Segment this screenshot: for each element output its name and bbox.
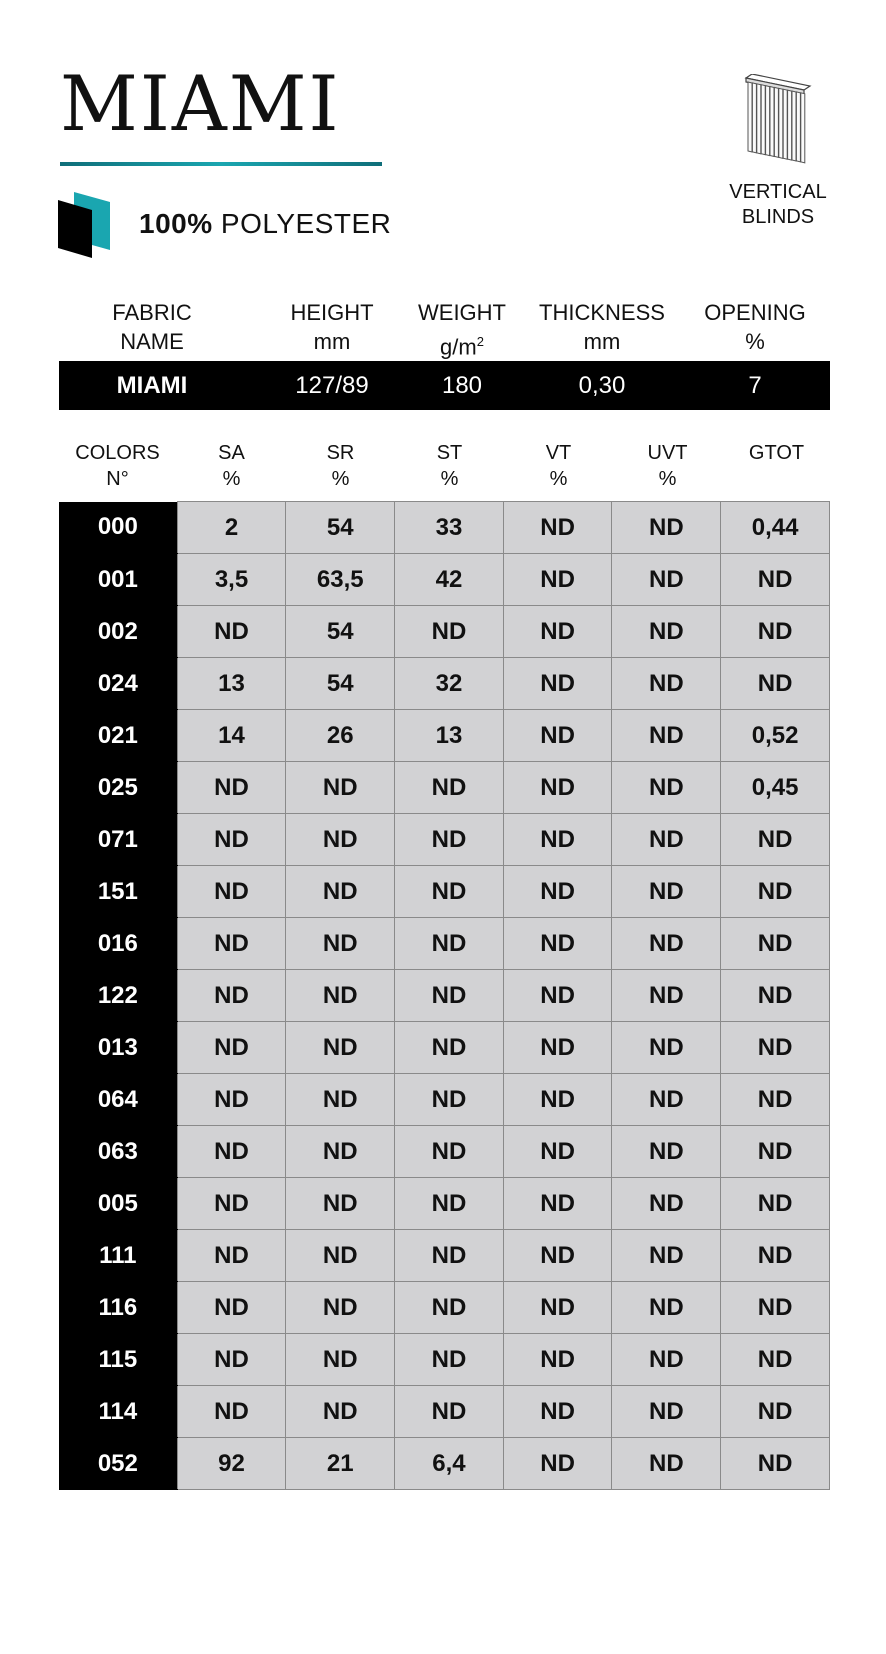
header-sa [177,440,286,492]
color-code-cell: 063 [59,1126,177,1178]
material-percent: 100% [139,208,213,239]
sr-cell: ND [286,866,395,918]
gtot-cell: ND [721,1022,830,1074]
table-row [59,970,830,1022]
header-line: % [549,468,568,490]
gtot-cell: ND [721,970,830,1022]
header-height [276,298,388,356]
vertical-blinds-icon [744,74,812,164]
blind-slat [788,90,792,160]
uvt-cell: ND [612,502,721,554]
header-vt [504,440,613,492]
sa-cell: 2 [177,502,286,554]
header-line: % [222,468,241,490]
header-gtot [722,440,831,466]
table-row [59,1178,830,1230]
color-code-cell: 122 [59,970,177,1022]
blind-slat [779,88,783,158]
table-row [59,1438,830,1490]
color-code-cell: 116 [59,1282,177,1334]
material-name: POLYESTER [220,208,392,239]
fabric-data-row [59,361,830,410]
header-line: THICKNESS [539,300,665,325]
blind-slat [774,87,778,157]
sa-cell: ND [177,1386,286,1438]
st-cell: ND [395,1386,504,1438]
vt-cell: ND [503,1334,612,1386]
table-row [59,814,830,866]
opening-value: 7 [748,372,762,399]
sa-cell: 92 [177,1438,286,1490]
gtot-cell: ND [721,1126,830,1178]
table-row [59,710,830,762]
color-code-cell: 111 [59,1230,177,1282]
blind-slat [770,87,774,157]
vt-cell: ND [503,710,612,762]
sr-cell: ND [286,1230,395,1282]
header-uvt [613,440,722,492]
gtot-cell: ND [721,1074,830,1126]
sa-cell: 3,5 [177,554,286,606]
vt-cell: ND [503,918,612,970]
uvt-cell: ND [612,710,721,762]
st-cell: 33 [395,502,504,554]
blind-slat [757,84,761,154]
blind-slat [792,91,796,161]
weight-value: 180 [441,372,483,399]
sr-cell: ND [286,1178,395,1230]
header-line: % [440,468,459,490]
header-line: WEIGHT [418,300,506,325]
vt-cell: ND [503,658,612,710]
uvt-cell: ND [612,606,721,658]
color-code-cell: 151 [59,866,177,918]
st-cell: ND [395,866,504,918]
sa-cell: ND [177,918,286,970]
st-cell: ND [395,1230,504,1282]
vt-cell: ND [503,814,612,866]
blind-slat [783,89,787,159]
st-cell: ND [395,1074,504,1126]
uvt-cell: ND [612,1334,721,1386]
vt-cell: ND [503,1230,612,1282]
vt-cell: ND [503,606,612,658]
fabric-layers-icon [58,192,110,258]
sa-cell: ND [177,814,286,866]
header-line: UVT [647,442,688,464]
st-cell: ND [395,1334,504,1386]
blind-slat [761,85,765,155]
gtot-cell: ND [721,658,830,710]
vt-cell: ND [503,502,612,554]
thickness-value: 0,30 [578,372,626,399]
uvt-cell: ND [612,1438,721,1490]
header-line: SA [218,442,245,464]
header-weight [412,298,512,361]
sa-cell: 13 [177,658,286,710]
uvt-cell: ND [612,1386,721,1438]
blind-slat [766,86,770,156]
header-line: FABRIC [112,300,192,325]
uvt-cell: ND [612,554,721,606]
color-code-cell: 052 [59,1438,177,1490]
header-colors [63,440,172,492]
header-line: HEIGHT [290,300,374,325]
color-code-cell: 115 [59,1334,177,1386]
table-row [59,1022,830,1074]
blind-slat [752,83,756,153]
color-code-cell: 016 [59,918,177,970]
gtot-cell: ND [721,866,830,918]
gtot-cell: ND [721,814,830,866]
sr-cell: ND [286,762,395,814]
vt-cell: ND [503,762,612,814]
colors-table [59,501,830,1490]
sr-cell: 26 [286,710,395,762]
st-cell: ND [395,762,504,814]
sa-cell: 14 [177,710,286,762]
uvt-cell: ND [612,1178,721,1230]
table-row [59,1282,830,1334]
sa-cell: ND [177,1230,286,1282]
color-code-cell: 002 [59,606,177,658]
st-cell: ND [395,970,504,1022]
st-cell: ND [395,918,504,970]
height-value: 127/89 [295,372,369,399]
sa-cell: ND [177,866,286,918]
product-type-line1: VERTICAL [729,181,827,203]
sa-cell: ND [177,1022,286,1074]
sr-cell: ND [286,1334,395,1386]
sa-cell: ND [177,1178,286,1230]
st-cell: ND [395,1178,504,1230]
gtot-cell: ND [721,918,830,970]
color-code-cell: 005 [59,1178,177,1230]
product-type-line2: BLINDS [741,206,815,228]
table-row [59,606,830,658]
header-st [395,440,504,492]
vt-cell: ND [503,970,612,1022]
header-opening [694,298,816,356]
sa-cell: ND [177,1282,286,1334]
sa-cell: ND [177,1334,286,1386]
gtot-cell: 0,52 [721,710,830,762]
sr-cell: ND [286,814,395,866]
header-line: COLORS [75,442,160,464]
uvt-cell: ND [612,1282,721,1334]
sa-cell: ND [177,970,286,1022]
sa-cell: ND [177,762,286,814]
sr-cell: ND [286,1282,395,1334]
fabric-table-header [60,298,830,360]
vt-cell: ND [503,1022,612,1074]
weight-unit: g/m [440,334,477,360]
vt-cell: ND [503,1282,612,1334]
color-code-cell: 025 [59,762,177,814]
gtot-cell: ND [721,1230,830,1282]
color-code-cell: 071 [59,814,177,866]
table-row [59,1126,830,1178]
sr-cell: 54 [286,658,395,710]
color-code-cell: 021 [59,710,177,762]
header-line: N° [106,468,129,490]
color-code-cell: 000 [59,502,177,554]
uvt-cell: ND [612,1074,721,1126]
colors-table-body [59,502,830,1490]
uvt-cell: ND [612,970,721,1022]
blind-slat [801,93,805,163]
vt-cell: ND [503,866,612,918]
header-line [412,327,512,361]
gtot-cell: ND [721,1334,830,1386]
colors-table-header [59,440,830,496]
sr-cell: ND [286,1074,395,1126]
product-type-label [716,180,840,230]
table-row [59,918,830,970]
st-cell: ND [395,1282,504,1334]
gtot-cell: 0,44 [721,502,830,554]
header-fabric-name [96,298,208,356]
weight-unit-exponent: 2 [476,334,484,349]
table-row [59,762,830,814]
vt-cell: ND [503,1438,612,1490]
header-line: % [745,329,765,354]
uvt-cell: ND [612,1126,721,1178]
st-cell: 32 [395,658,504,710]
table-row [59,1334,830,1386]
uvt-cell: ND [612,866,721,918]
st-cell: ND [395,814,504,866]
uvt-cell: ND [612,814,721,866]
fabric-name-value: MIAMI [116,372,188,399]
uvt-cell: ND [612,762,721,814]
header-thickness [530,298,674,356]
table-row [59,502,830,554]
gtot-cell: 0,45 [721,762,830,814]
table-row [59,1386,830,1438]
color-code-cell: 001 [59,554,177,606]
sr-cell: 63,5 [286,554,395,606]
header-line: SR [326,442,355,464]
table-row [59,1074,830,1126]
uvt-cell: ND [612,1230,721,1282]
vt-cell: ND [503,1178,612,1230]
blind-slat [748,82,752,152]
sr-cell: ND [286,1386,395,1438]
header-line: mm [583,329,621,354]
vt-cell: ND [503,1126,612,1178]
material-composition [139,208,391,240]
page-title: MIAMI [60,59,341,148]
title-underline [60,162,382,166]
vt-cell: ND [503,554,612,606]
table-row [59,866,830,918]
sa-cell: ND [177,1074,286,1126]
gtot-cell: ND [721,554,830,606]
st-cell: ND [395,606,504,658]
header-line: VT [545,442,572,464]
color-code-cell: 064 [59,1074,177,1126]
gtot-cell: ND [721,1282,830,1334]
header-sr [286,440,395,492]
table-row [59,1230,830,1282]
st-cell: 6,4 [395,1438,504,1490]
st-cell: ND [395,1022,504,1074]
header-line: OPENING [704,300,806,325]
blind-slat [796,92,800,162]
sr-cell: 21 [286,1438,395,1490]
gtot-cell: ND [721,606,830,658]
sr-cell: ND [286,918,395,970]
sr-cell: 54 [286,502,395,554]
st-cell: 42 [395,554,504,606]
uvt-cell: ND [612,658,721,710]
table-row [59,658,830,710]
color-code-cell: 024 [59,658,177,710]
header-line: % [658,468,677,490]
st-cell: 13 [395,710,504,762]
header-line: GTOT [748,442,805,464]
sa-cell: ND [177,606,286,658]
color-code-cell: 114 [59,1386,177,1438]
sr-cell: ND [286,1022,395,1074]
sa-cell: ND [177,1126,286,1178]
sr-cell: ND [286,970,395,1022]
vt-cell: ND [503,1386,612,1438]
color-code-cell: 013 [59,1022,177,1074]
header-line: NAME [120,329,184,354]
st-cell: ND [395,1126,504,1178]
uvt-cell: ND [612,1022,721,1074]
sr-cell: ND [286,1126,395,1178]
sr-cell: 54 [286,606,395,658]
header-line: ST [436,442,463,464]
gtot-cell: ND [721,1178,830,1230]
vt-cell: ND [503,1074,612,1126]
table-row [59,554,830,606]
gtot-cell: ND [721,1438,830,1490]
gtot-cell: ND [721,1386,830,1438]
header-line: mm [313,329,351,354]
header-line: % [331,468,350,490]
uvt-cell: ND [612,918,721,970]
